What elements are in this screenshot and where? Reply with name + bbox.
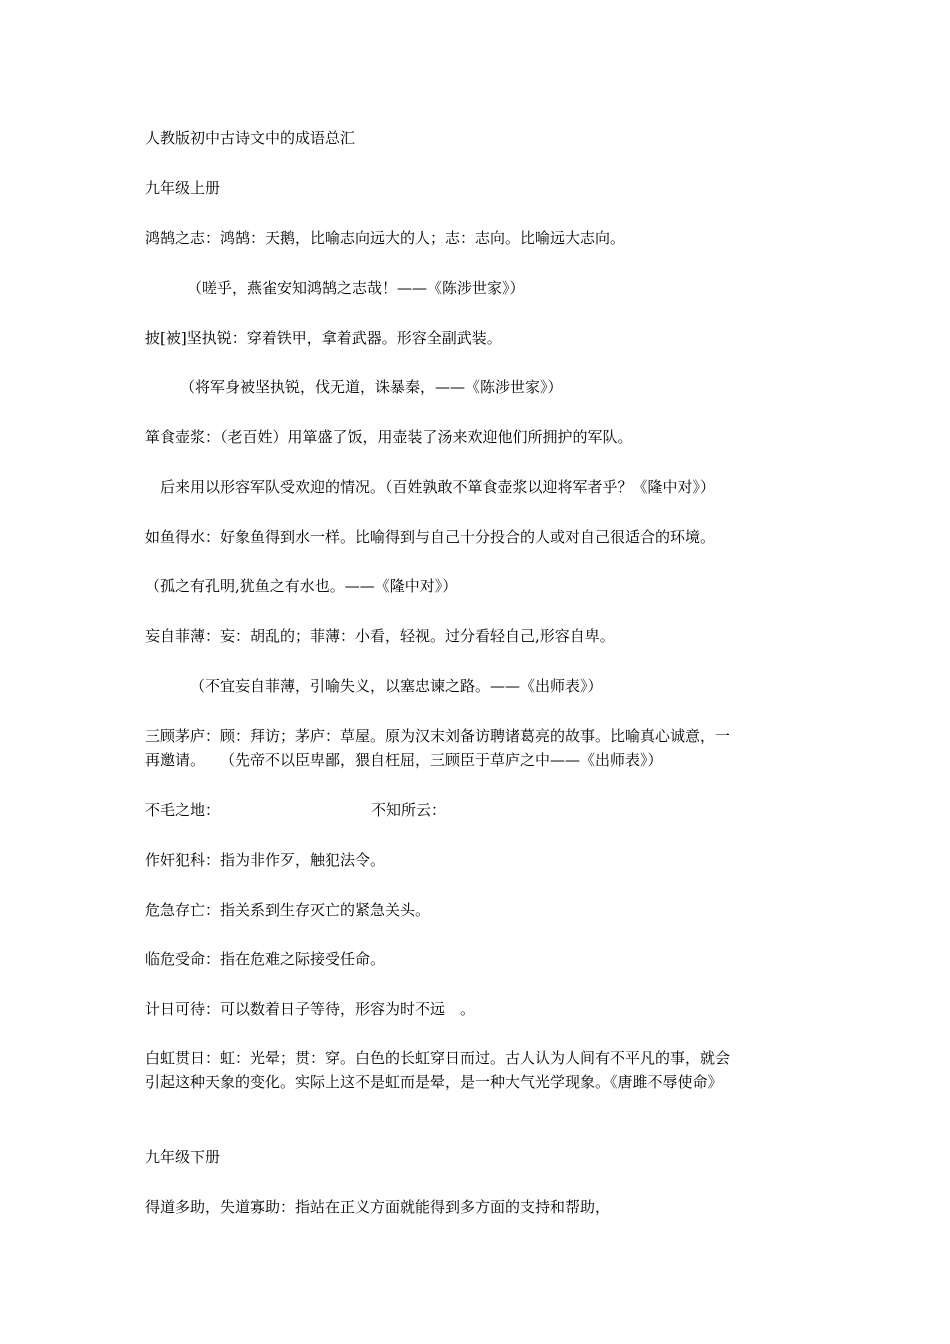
section-heading-grade9-vol1: 九年级上册	[145, 179, 221, 197]
idiom-quote: （将军身被坚执锐，伐无道，诛暴秦，——《陈涉世家》）	[180, 378, 563, 396]
idiom-entry: 计日可待：可以数着日子等待，形容为时不远 。	[145, 1000, 476, 1018]
idiom-entry: 如鱼得水：好象鱼得到水一样。比喻得到与自己十分投合的人或对自己很适合的环境。	[145, 528, 716, 546]
idiom-entry: 危急存亡：指关系到生存灭亡的紧急关头。	[145, 901, 431, 919]
idiom-quote: （孤之有孔明,犹鱼之有水也。——《隆中对》）	[145, 577, 458, 595]
idiom-entry: 妄自菲薄：妄：胡乱的；菲薄：小看，轻视。过分看轻自己,形容自卑。	[145, 627, 615, 645]
idiom-entry: 不毛之地：	[145, 801, 221, 819]
idiom-quote: （不宜妄自菲薄，引喻失义，以塞忠谏之路。——《出师表》）	[190, 677, 603, 695]
section-heading-grade9-vol2: 九年级下册	[145, 1148, 221, 1166]
idiom-continuation: 后来用以形容军队受欢迎的情况。（百姓孰敢不箪食壶浆以迎将军者乎？《隆中对》）	[160, 478, 716, 496]
idiom-entry: 不知所云：	[371, 801, 447, 819]
idiom-entry: 鸿鹄之志：鸿鹄：天鹅，比喻志向远大的人；志：志向。比喻远大志向。	[145, 229, 626, 247]
idiom-entry-line2: 再邀请。 （先帝不以臣卑鄙，猥自枉屈，三顾臣于草庐之中——《出师表》）	[145, 751, 663, 769]
idiom-entry: 作奸犯科：指为非作歹，触犯法令。	[145, 851, 386, 869]
idiom-entry: 箪食壶浆：（老百姓）用箪盛了饭，用壶装了汤来欢迎他们所拥护的军队。	[145, 428, 633, 446]
document-title: 人教版初中古诗文中的成语总汇	[145, 129, 356, 147]
idiom-entry: 临危受命：指在危难之际接受任命。	[145, 950, 386, 968]
idiom-entry-line2: 引起这种天象的变化。实际上这不是虹而是晕，是一种大气光学现象。《唐雎不辱使命》	[145, 1073, 723, 1091]
idiom-entry-line1: 三顾茅庐：顾：拜访；茅庐：草屋。原为汉末刘备访聘诸葛亮的故事。比喻真心诚意，一	[145, 727, 731, 745]
idiom-entry: 披[被]坚执锐：穿着铁甲，拿着武器。形容全副武装。	[145, 329, 502, 347]
idiom-entry: 得道多助，失道寡助：指站在正义方面就能得到多方面的支持和帮助，	[145, 1198, 611, 1216]
idiom-quote: （嗟乎，燕雀安知鸿鹄之志哉！——《陈涉世家》）	[187, 279, 525, 297]
idiom-entry-line1: 白虹贯日：虹：光晕；贯：穿。白色的长虹穿日而过。古人认为人间有不平凡的事，就会	[145, 1049, 731, 1067]
